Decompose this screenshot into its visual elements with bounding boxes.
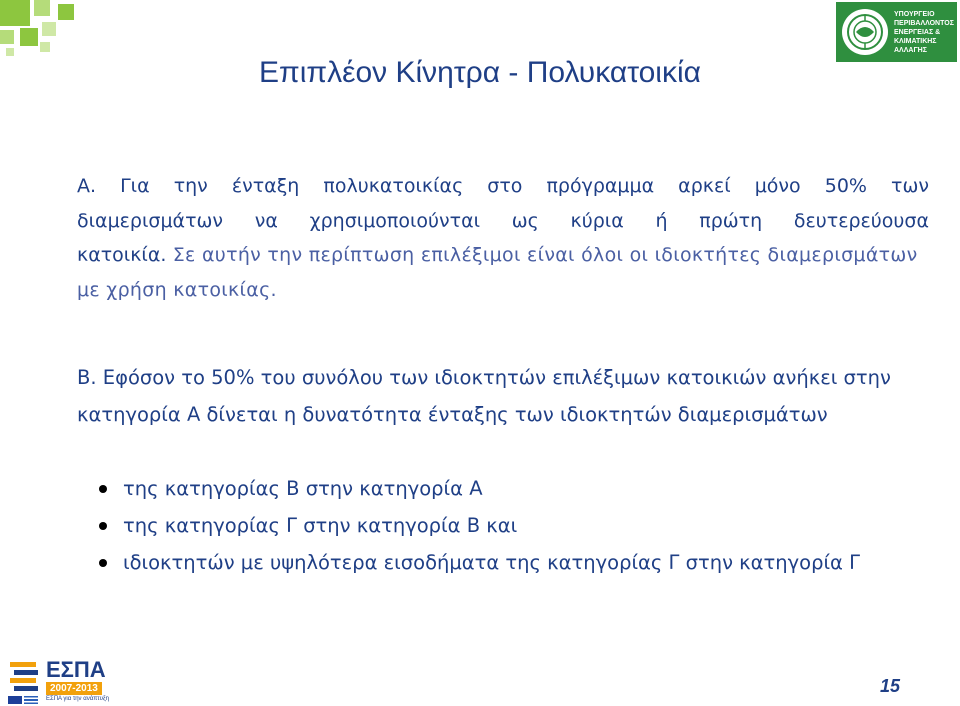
bullet-icon xyxy=(99,559,107,567)
bullet-icon xyxy=(99,485,107,493)
list-item: της κατηγορίας Β στην κατηγορία Α xyxy=(77,470,937,507)
bullet-list xyxy=(77,470,937,581)
eu-flag-icon xyxy=(8,696,22,704)
greek-flag-icon xyxy=(24,696,38,704)
ministry-logo xyxy=(836,2,957,62)
ministry-name: ΥΠΟΥΡΓΕΙΟ ΠΕΡΙΒΑΛΛΟΝΤΟΣ ΕΝΕΡΓΕΙΑΣ & ΚΛΙΜΑΤΙΚΗΣ ΑΛΛΑΓΗΣ xyxy=(894,10,954,54)
espa-years: 2007-2013 xyxy=(46,682,102,695)
page-number: 15 xyxy=(879,676,900,696)
espa-emblem-icon xyxy=(8,658,42,694)
paragraph-a-emphasis: κατοικία. xyxy=(77,244,167,266)
bullet-icon xyxy=(99,522,107,530)
paragraph-a xyxy=(77,169,929,307)
ministry-emblem-icon xyxy=(842,9,888,55)
paragraph-a-line-1: Α. Για την ένταξη πολυκατοικίας στο πρόγραμμα αρκεί μόνο 50% των xyxy=(77,175,929,197)
espa-tagline: ΕΣΠΑ για την ανάπτυξη xyxy=(46,696,109,702)
slide-title: Επιπλέον Κίνητρα - Πολυκατοικία xyxy=(259,56,701,89)
list-item: ιδιοκτητών με υψηλότερα εισοδήματα της κατηγορίας Γ στην κατηγορία Γ xyxy=(77,544,937,581)
corner-decoration xyxy=(0,0,90,60)
espa-name: ΕΣΠΑ xyxy=(46,657,106,682)
paragraph-a-line-2: διαμερισμάτων να χρησιμοποιούνται ως κύρια ή πρώτη δευτερεύουσα xyxy=(77,209,929,232)
espa-logo xyxy=(8,658,128,704)
list-item: της κατηγορίας Γ στην κατηγορία Β και xyxy=(77,507,937,544)
paragraph-a-continuation: Σε αυτήν την περίπτωση επιλέξιμοι είναι όλοι οι ιδιοκτήτες διαμερισμάτων με χρήση κατοικίας. xyxy=(77,244,918,301)
paragraph-b: Β. Εφόσον το 50% του συνόλου των ιδιοκτητών επιλέξιμων κατοικιών ανήκει στην κατηγορία Α δίνεται η δυνατότητα ένταξης των ιδιοκτητών διαμερισμάτων xyxy=(77,366,891,426)
